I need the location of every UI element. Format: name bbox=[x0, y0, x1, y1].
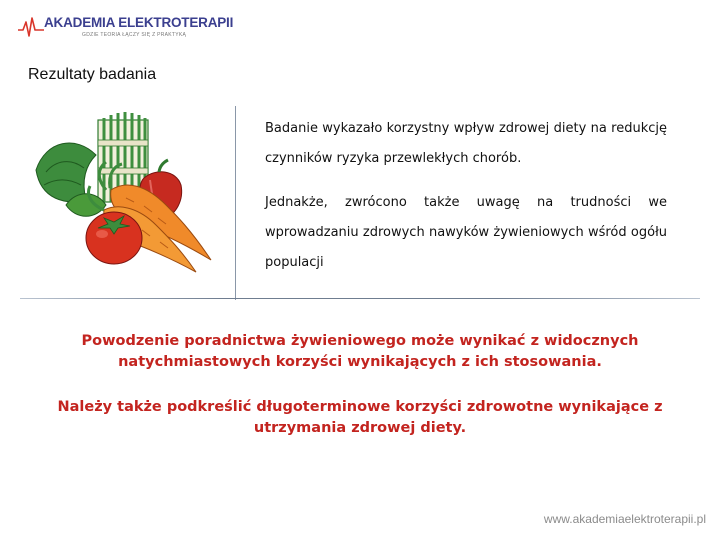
tomato bbox=[86, 212, 142, 264]
logo-tagline: GDZIE TEORIA ŁĄCZY SIĘ Z PRAKTYKĄ bbox=[82, 32, 187, 38]
finding-paragraph: Jednakże, zwrócono także uwagę na trudności we wprowadzaniu zdrowych nawyków żywieniowych wśród ogółu populacji bbox=[265, 195, 667, 270]
findings-text bbox=[265, 114, 667, 292]
footer-website-url: www.akademiaelektroterapii.pl bbox=[543, 512, 706, 526]
vertical-divider bbox=[235, 106, 236, 300]
horizontal-divider bbox=[20, 298, 700, 299]
vegetables-illustration bbox=[26, 110, 221, 280]
logo-name: AKADEMIA ELEKTROTERAPII bbox=[44, 15, 234, 30]
brand-logo bbox=[18, 14, 234, 40]
emphasis-statement: Powodzenie poradnictwa żywieniowego może wynikać z widocznych natychmiastowych korzyści wynikających z ich stosowania. bbox=[81, 333, 639, 370]
slide-title: Rezultaty badania bbox=[28, 66, 157, 83]
emphasis-statement: Należy także podkreślić długoterminowe korzyści zdrowotne wynikające z utrzymania zdrowej diety. bbox=[57, 399, 663, 436]
finding-paragraph: Badanie wykazało korzystny wpływ zdrowej diety na redukcję czynników ryzyka przewlekłych chorób. bbox=[265, 121, 667, 166]
